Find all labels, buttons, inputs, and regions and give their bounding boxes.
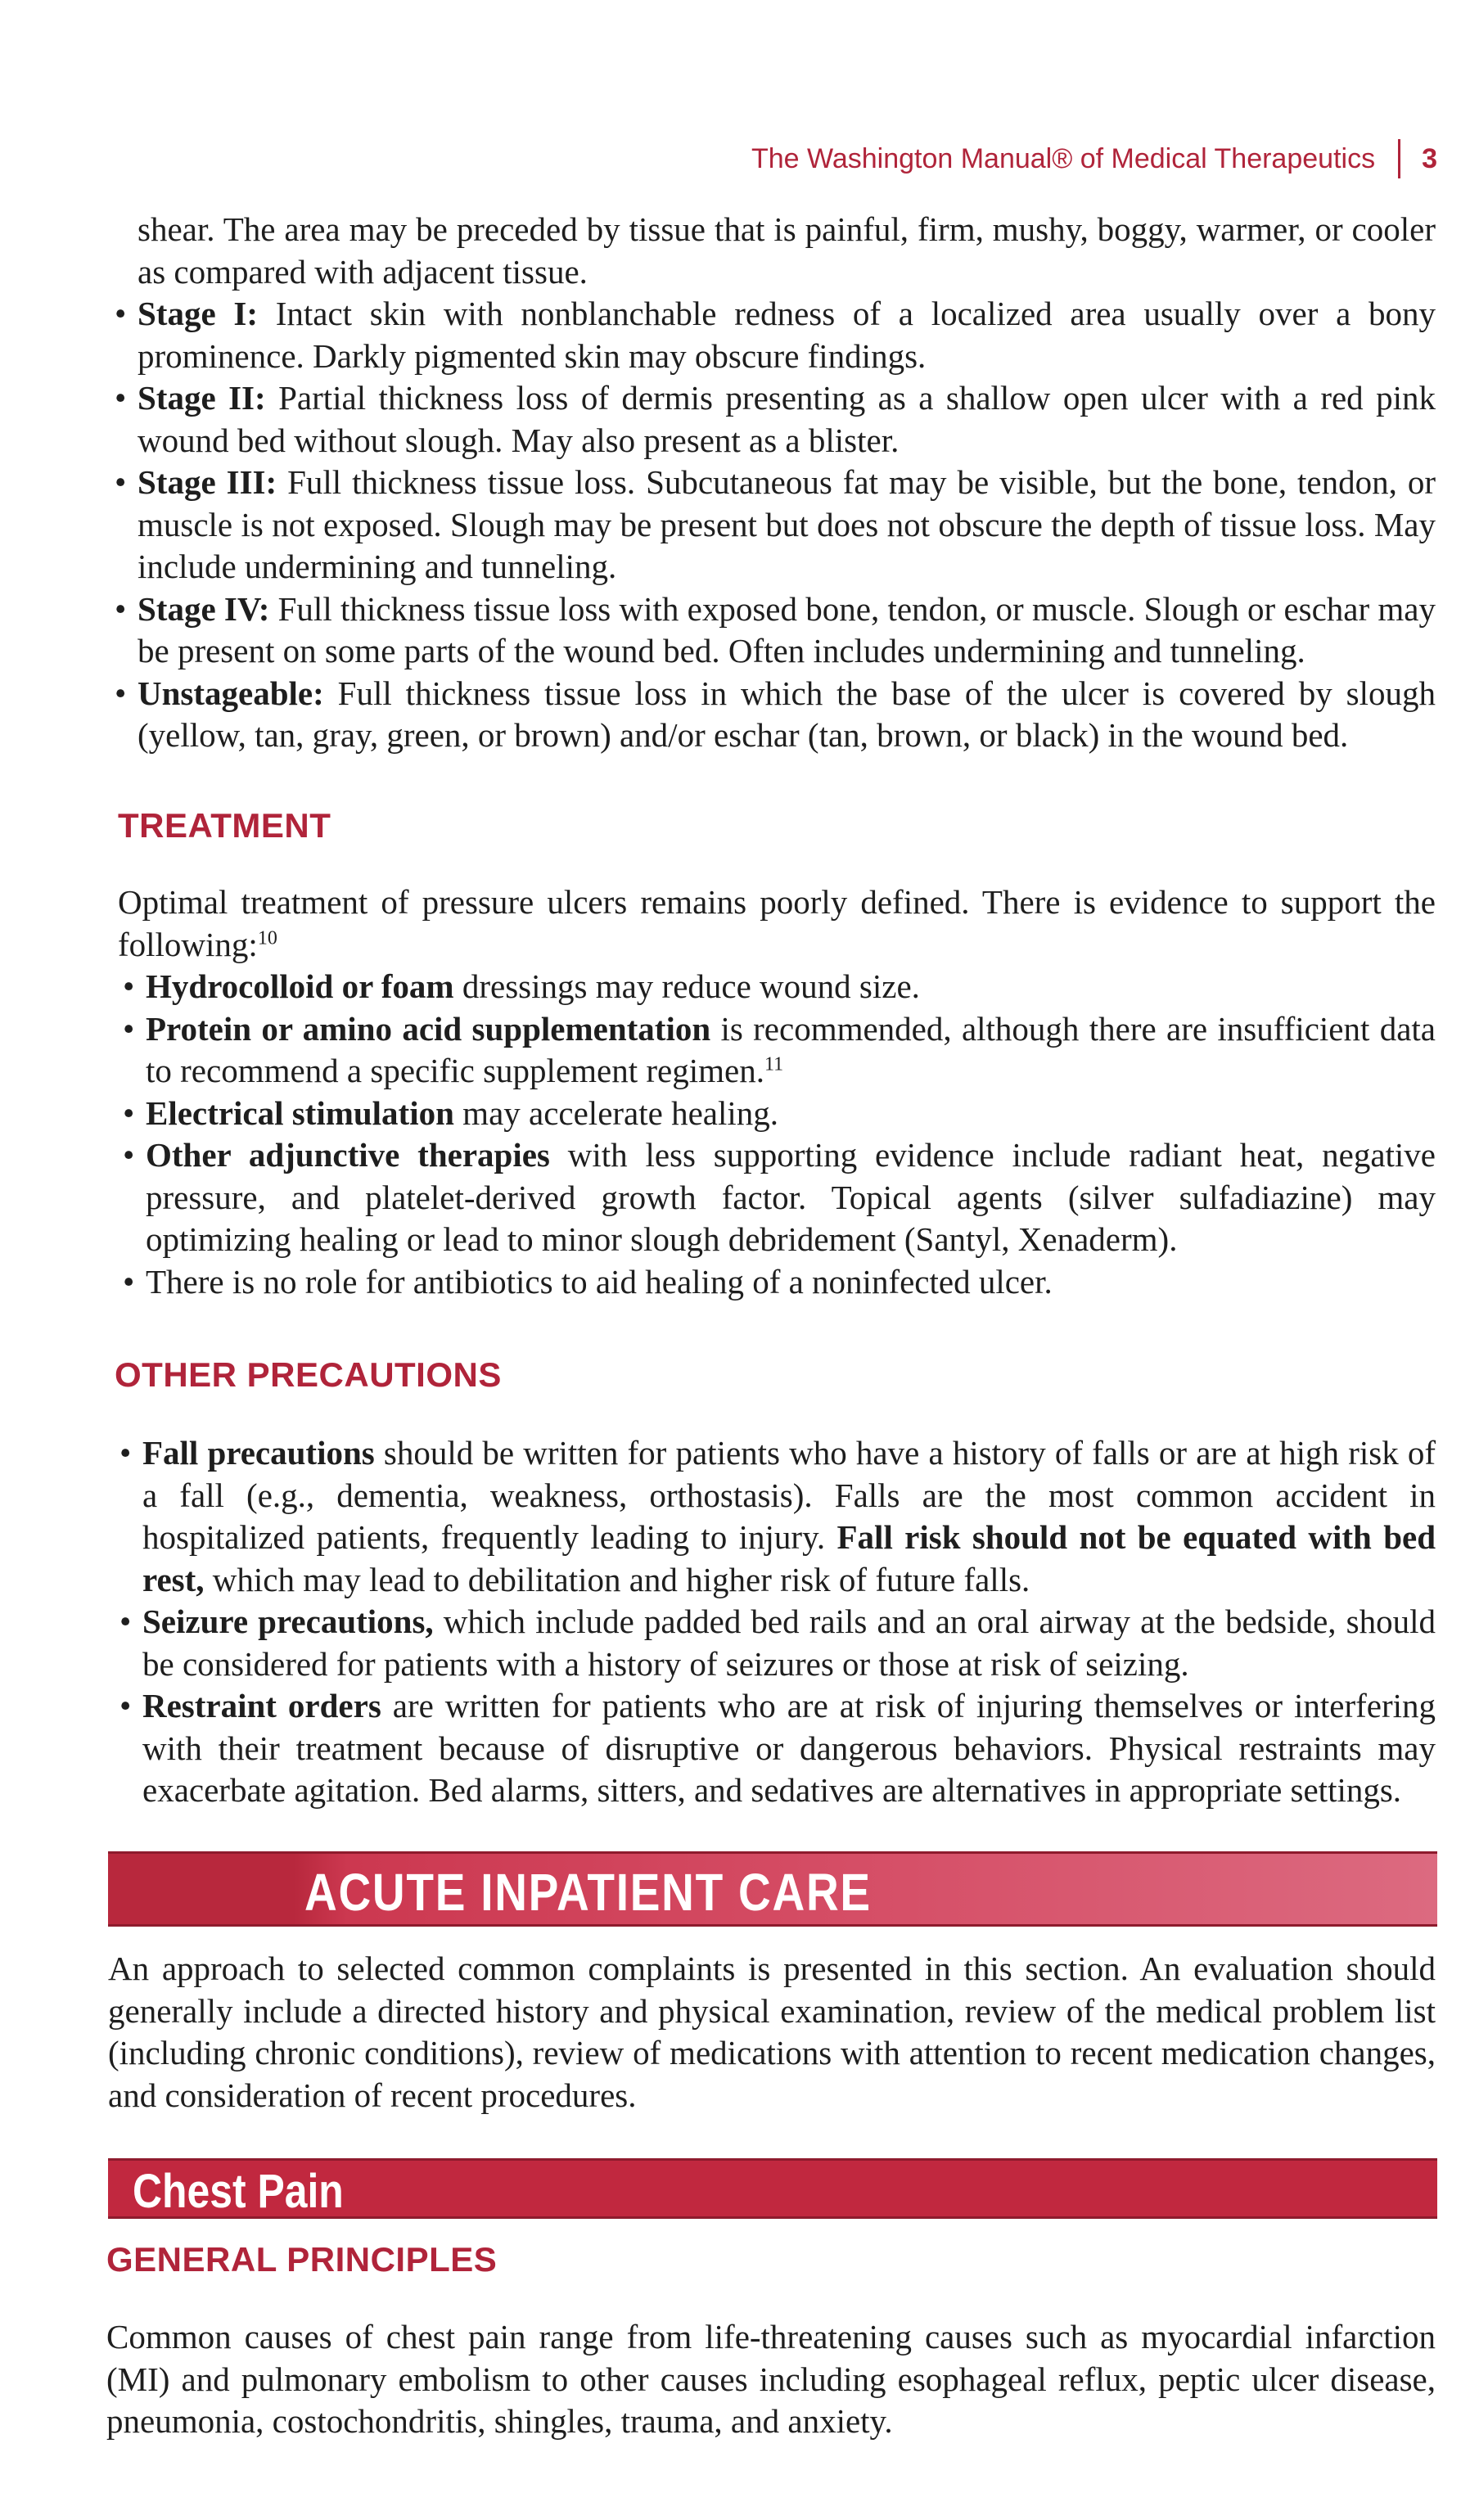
treatment-heading: TREATMENT bbox=[118, 806, 331, 845]
running-head-divider bbox=[1398, 139, 1400, 178]
list-item: • Hydrocolloid or foam dressings may reduce wound size. bbox=[123, 967, 920, 1005]
list-item-term: Unstageable: bbox=[138, 674, 324, 712]
chest-pain-banner bbox=[108, 2158, 1437, 2219]
list-item-text: which may lead to debilitation and higher risk of future falls. bbox=[204, 1560, 1030, 1598]
list-item-text: is recommended, although there are insufficient data to recommend a specific supplement regimen. bbox=[146, 1009, 1436, 1089]
acute-care-intro bbox=[108, 1948, 1436, 2117]
list-item-term: Stage II: bbox=[138, 379, 266, 417]
reference-superscript: 11 bbox=[764, 1053, 784, 1075]
running-head bbox=[751, 139, 1437, 178]
list-item-text: may accelerate healing. bbox=[453, 1093, 779, 1132]
list-item-text: Full thickness tissue loss. Subcutaneous fat may be visible, but the bone, tendon, or muscle is not exposed. Slough may be present but does not obscure the depth of tissue loss. May include undermining and tunneling. bbox=[138, 463, 1436, 585]
page-number: 3 bbox=[1422, 143, 1437, 174]
list-item: • Stage IV: Full thickness tissue loss with exposed bone, tendon, or muscle. Slough or eschar may be present on some parts of the wound bed. Often includes undermining and tunneling. bbox=[115, 589, 1436, 669]
list-item-term: Protein or amino acid supplementation bbox=[146, 1009, 711, 1048]
list-item-term: Stage IV: bbox=[138, 589, 270, 628]
list-item: • Stage I: Intact skin with nonblanchable redness of a localized area usually over a bony prominence. Darkly pigmented skin may obscure findings. bbox=[115, 295, 1436, 375]
treatment-block bbox=[118, 881, 1436, 1303]
list-item-term: Restraint orders bbox=[142, 1687, 381, 1724]
list-item-text: Partial thickness loss of dermis presenting as a shallow open ulcer with a red pink wound bed without slough. May also present as a blister. bbox=[138, 379, 1436, 459]
list-item: • There is no role for antibiotics to aid healing of a noninfected ulcer. bbox=[123, 1262, 1053, 1301]
list-item-text: There is no role for antibiotics to aid healing of a noninfected ulcer. bbox=[146, 1262, 1053, 1301]
banner-title: ACUTE INPATIENT CARE bbox=[304, 1863, 872, 1922]
list-item-term: Hydrocolloid or foam bbox=[146, 967, 454, 1005]
treatment-intro: Optimal treatment of pressure ulcers remains poorly defined. There is evidence to support the following:$^{10}$ bbox=[118, 883, 1436, 963]
banner-title: Chest Pain bbox=[133, 2165, 344, 2218]
list-item-term: Other adjunctive therapies bbox=[146, 1136, 550, 1174]
list-item-text: Full thickness tissue loss with exposed bone, tendon, or muscle. Slough or eschar may be present on some parts of the wound bed. Often includes undermining and tunneling. bbox=[138, 589, 1436, 669]
list-item-text: are written for patients who are at risk of injuring themselves or interfering with their treatment because of disruptive or dangerous behaviors. Physical restraints may exacerbate agitation. Bed alarms, sitters, and sedatives are alternatives in appropriate settings. bbox=[142, 1687, 1436, 1809]
list-item-term: Fall precautions bbox=[142, 1434, 375, 1472]
staging-intro: shear. The area may be preceded by tissue that is painful, firm, mushy, boggy, warmer, or cooler as compared with adjacent tissue. bbox=[138, 210, 1436, 291]
list-item-term: Fall risk should not be equated with bed rest, bbox=[142, 1518, 1436, 1598]
list-item: • Protein or amino acid supplementation is recommended, although there are insufficient data to recommend a specific supplement regimen.$^{11}$ bbox=[123, 1009, 1436, 1089]
list-item-text: which include padded bed rails and an oral airway at the bedside, should be considered for patients with a history of seizures or those at risk of seizing. bbox=[142, 1603, 1436, 1683]
list-item: • Unstageable: Full thickness tissue loss in which the base of the ulcer is covered by slough (yellow, tan, gray, green, or brown) and/or eschar (tan, brown, or black) in the wound bed. bbox=[115, 674, 1436, 754]
chest-pain-paragraph: Common causes of chest pain range from life-threatening causes such as myocardial infarction (MI) and pulmonary embolism to other causes including esophageal reflux, peptic ulcer disease, pneumonia, costochondritis, shingles, trauma, and anxiety. bbox=[106, 2318, 1436, 2440]
list-item-text: Intact skin with nonblanchable redness of a localized area usually over a bony prominence. Darkly pigmented skin may obscure findings. bbox=[138, 295, 1436, 375]
list-item: • Stage II: Partial thickness loss of dermis presenting as a shallow open ulcer with a red pink wound bed without slough. May also present as a blister. bbox=[115, 379, 1436, 459]
list-item-text: with less supporting evidence include radiant heat, negative pressure, and platelet-derived growth factor. Topical agents (silver sulfadiazine) may optimizing healing or lead to minor slough debridement (Santyl, Xenaderm). bbox=[146, 1136, 1436, 1258]
list-item-term: Electrical stimulation bbox=[146, 1093, 454, 1132]
list-item: • Restraint orders are written for patients who are at risk of injuring themselves or interfering with their treatment because of disruptive or dangerous behaviors. Physical restraints may exacerbate agitation. Bed alarms, sitters, and sedatives are alternatives in appropriate settings. bbox=[119, 1687, 1436, 1809]
list-item-term: Stage III: bbox=[138, 463, 277, 501]
chest-pain-principles bbox=[106, 2316, 1436, 2443]
list-item-text: should be written for patients who have a history of falls or are at high risk of a fall (e.g., dementia, weakness, orthostasis). Falls are the most common accident in hospitalized patients, frequently leading to injury. bbox=[142, 1434, 1436, 1556]
treatment-list bbox=[118, 966, 1436, 1303]
list-item-text: Full thickness tissue loss in which the base of the ulcer is covered by slough (yellow, tan, gray, green, or brown) and/or eschar (tan, brown, or black) in the wound bed. bbox=[138, 674, 1436, 754]
acute-care-paragraph: An approach to selected common complaints is presented in this section. An evaluation should generally include a directed history and physical examination, review of the medical problem list (including chronic conditions), review of medications with attention to recent medication changes, and consideration of recent procedures. bbox=[108, 1950, 1436, 2114]
list-item: • Electrical stimulation may accelerate healing. bbox=[123, 1093, 779, 1132]
staging-list bbox=[110, 293, 1436, 757]
list-item-term: Stage I: bbox=[138, 295, 258, 332]
general-principles-heading: GENERAL PRINCIPLES bbox=[106, 2240, 498, 2279]
list-item-term: Seizure precautions, bbox=[142, 1603, 434, 1640]
list-item: • Stage III: Full thickness tissue loss. Subcutaneous fat may be visible, but the bone, tendon, or muscle is not exposed. Slough may be present but does not obscure the depth of tissue loss. May include undermining and tunneling. bbox=[115, 463, 1436, 585]
list-item: • Seizure precautions, which include padded bed rails and an oral airway at the bedside, should be considered for patients with a history of seizures or those at risk of seizing. bbox=[119, 1603, 1436, 1683]
running-head-title: The Washington Manual® of Medical Therapeutics bbox=[751, 143, 1376, 174]
other-precautions-block bbox=[115, 1432, 1436, 1812]
reference-superscript: 10 bbox=[257, 926, 277, 949]
staging-block bbox=[110, 209, 1436, 757]
other-precautions-heading: OTHER PRECAUTIONS bbox=[115, 1355, 502, 1394]
acute-inpatient-care-banner bbox=[108, 1851, 1437, 1927]
list-item-text: dressings may reduce wound size. bbox=[453, 967, 920, 1005]
list-item: • Other adjunctive therapies with less supporting evidence include radiant heat, negative pressure, and platelet-derived growth factor. Topical agents (silver sulfadiazine) may optimizing healing or lead to minor slough debridement (Santyl, Xenaderm). bbox=[123, 1136, 1436, 1258]
list-item: • Fall precautions should be written for patients who have a history of falls or are at high risk of a fall (e.g., dementia, weakness, orthostasis). Falls are the most common accident in hospitalized patients, frequently leading to injury. Fall risk should not be equated with bed rest, which may lead to debilitation and higher risk of future falls. bbox=[119, 1434, 1436, 1598]
precautions-list bbox=[115, 1432, 1436, 1812]
